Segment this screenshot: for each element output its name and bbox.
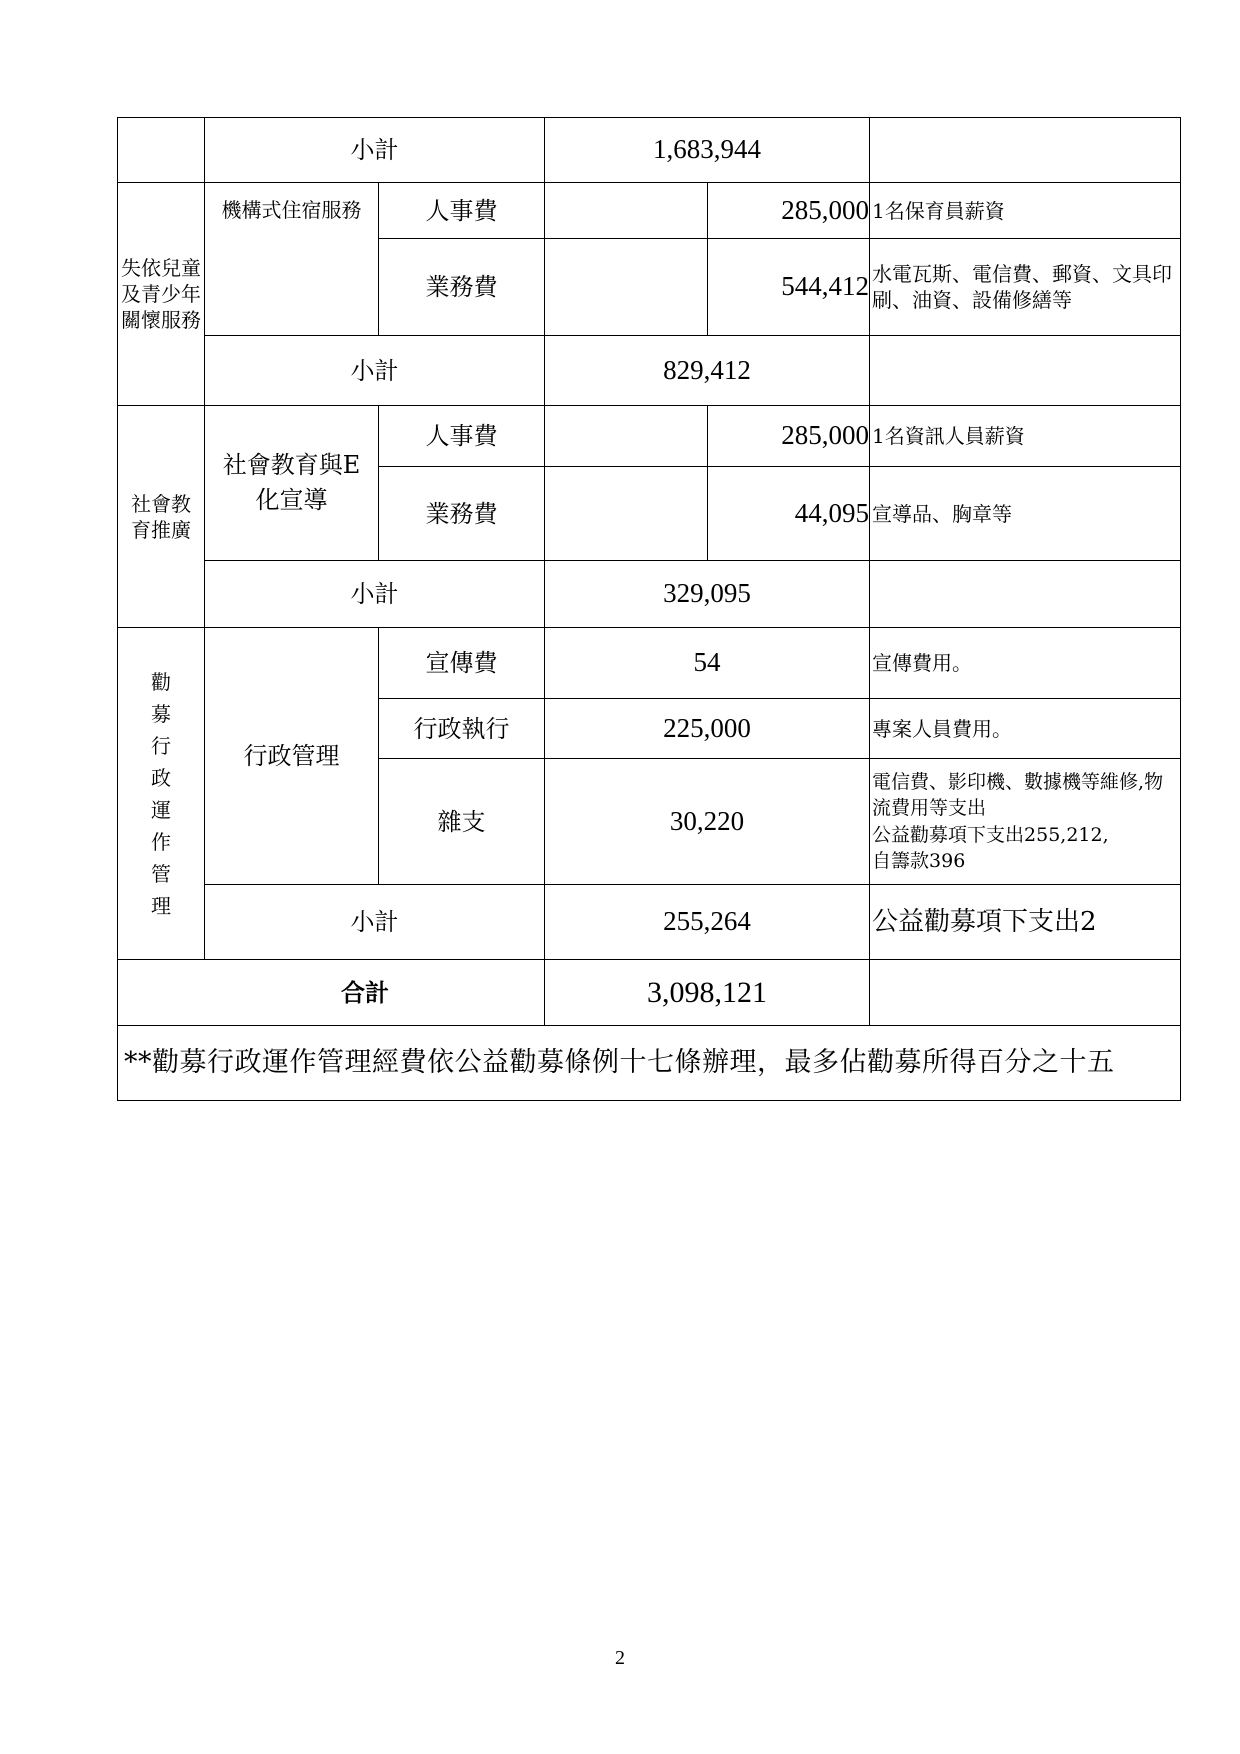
category-cell: 社會教育推廣 xyxy=(118,406,205,628)
expense-amount: 285,000 xyxy=(708,406,870,467)
empty-cell xyxy=(545,183,708,239)
expense-remark: 1名保育員薪資 xyxy=(870,183,1181,239)
table-row xyxy=(118,628,1181,699)
expense-type: 人事費 xyxy=(379,183,545,239)
expense-amount: 44,095 xyxy=(708,467,870,561)
expense-remark: 專案人員費用。 xyxy=(870,699,1181,759)
subtotal-amount: 329,095 xyxy=(545,561,870,628)
empty-category-cell xyxy=(118,118,205,183)
table-row xyxy=(118,118,1181,183)
subtotal-remark: 公益勸募項下支出2 xyxy=(870,885,1181,960)
empty-cell xyxy=(545,467,708,561)
expense-type: 宣傳費 xyxy=(379,628,545,699)
empty-cell xyxy=(545,239,708,336)
budget-table xyxy=(117,117,1181,1101)
subtotal-amount: 1,683,944 xyxy=(545,118,870,183)
subtotal-label: 小計 xyxy=(205,561,545,628)
table-row xyxy=(118,561,1181,628)
subtotal-amount: 829,412 xyxy=(545,336,870,406)
expense-amount: 225,000 xyxy=(545,699,870,759)
footnote: **勸募行政運作管理經費依公益勸募條例十七條辦理，最多佔勸募所得百分之十五 xyxy=(118,1026,1181,1101)
item-cell: 機構式住宿服務 xyxy=(205,183,379,336)
expense-amount: 285,000 xyxy=(708,183,870,239)
expense-type: 行政執行 xyxy=(379,699,545,759)
subtotal-label: 小計 xyxy=(205,118,545,183)
expense-amount: 30,220 xyxy=(545,759,870,885)
remark-line: 公益勸募項下支出255,212, xyxy=(872,823,1109,846)
table-row xyxy=(118,406,1181,467)
expense-type: 業務費 xyxy=(379,239,545,336)
table-row xyxy=(118,336,1181,406)
category-cell: 失依兒童及青少年關懷服務 xyxy=(118,183,205,406)
expense-remark: 水電瓦斯、電信費、郵資、文具印刷、油資、設備修繕等 xyxy=(870,239,1181,336)
total-amount: 3,098,121 xyxy=(545,960,870,1026)
remark-line: 自籌款396 xyxy=(872,849,966,872)
subtotal-remark xyxy=(870,336,1181,406)
subtotal-remark xyxy=(870,561,1181,628)
subtotal-label: 小計 xyxy=(205,885,545,960)
total-remark xyxy=(870,960,1181,1026)
subtotal-amount: 255,264 xyxy=(545,885,870,960)
empty-cell xyxy=(545,406,708,467)
subtotal-remark xyxy=(870,118,1181,183)
table-row xyxy=(118,885,1181,960)
table-row xyxy=(118,1026,1181,1101)
subtotal-label: 小計 xyxy=(205,336,545,406)
expense-remark xyxy=(870,759,1181,885)
expense-type: 雜支 xyxy=(379,759,545,885)
expense-remark: 宣導品、胸章等 xyxy=(870,467,1181,561)
category-cell: 勸募行政運作管理 xyxy=(118,628,205,960)
table-row xyxy=(118,960,1181,1026)
expense-remark: 宣傳費用。 xyxy=(870,628,1181,699)
item-cell: 社會教育與E化宣導 xyxy=(205,406,379,561)
expense-remark: 1名資訊人員薪資 xyxy=(870,406,1181,467)
page-number: 2 xyxy=(615,1647,625,1669)
expense-type: 人事費 xyxy=(379,406,545,467)
expense-type: 業務費 xyxy=(379,467,545,561)
item-cell: 行政管理 xyxy=(205,628,379,885)
expense-amount: 54 xyxy=(545,628,870,699)
remark-line: 電信費、影印機、數據機等維修,物流費用等支出 xyxy=(872,771,1164,820)
expense-amount: 544,412 xyxy=(708,239,870,336)
total-label: 合計 xyxy=(118,960,545,1026)
table-row xyxy=(118,183,1181,239)
